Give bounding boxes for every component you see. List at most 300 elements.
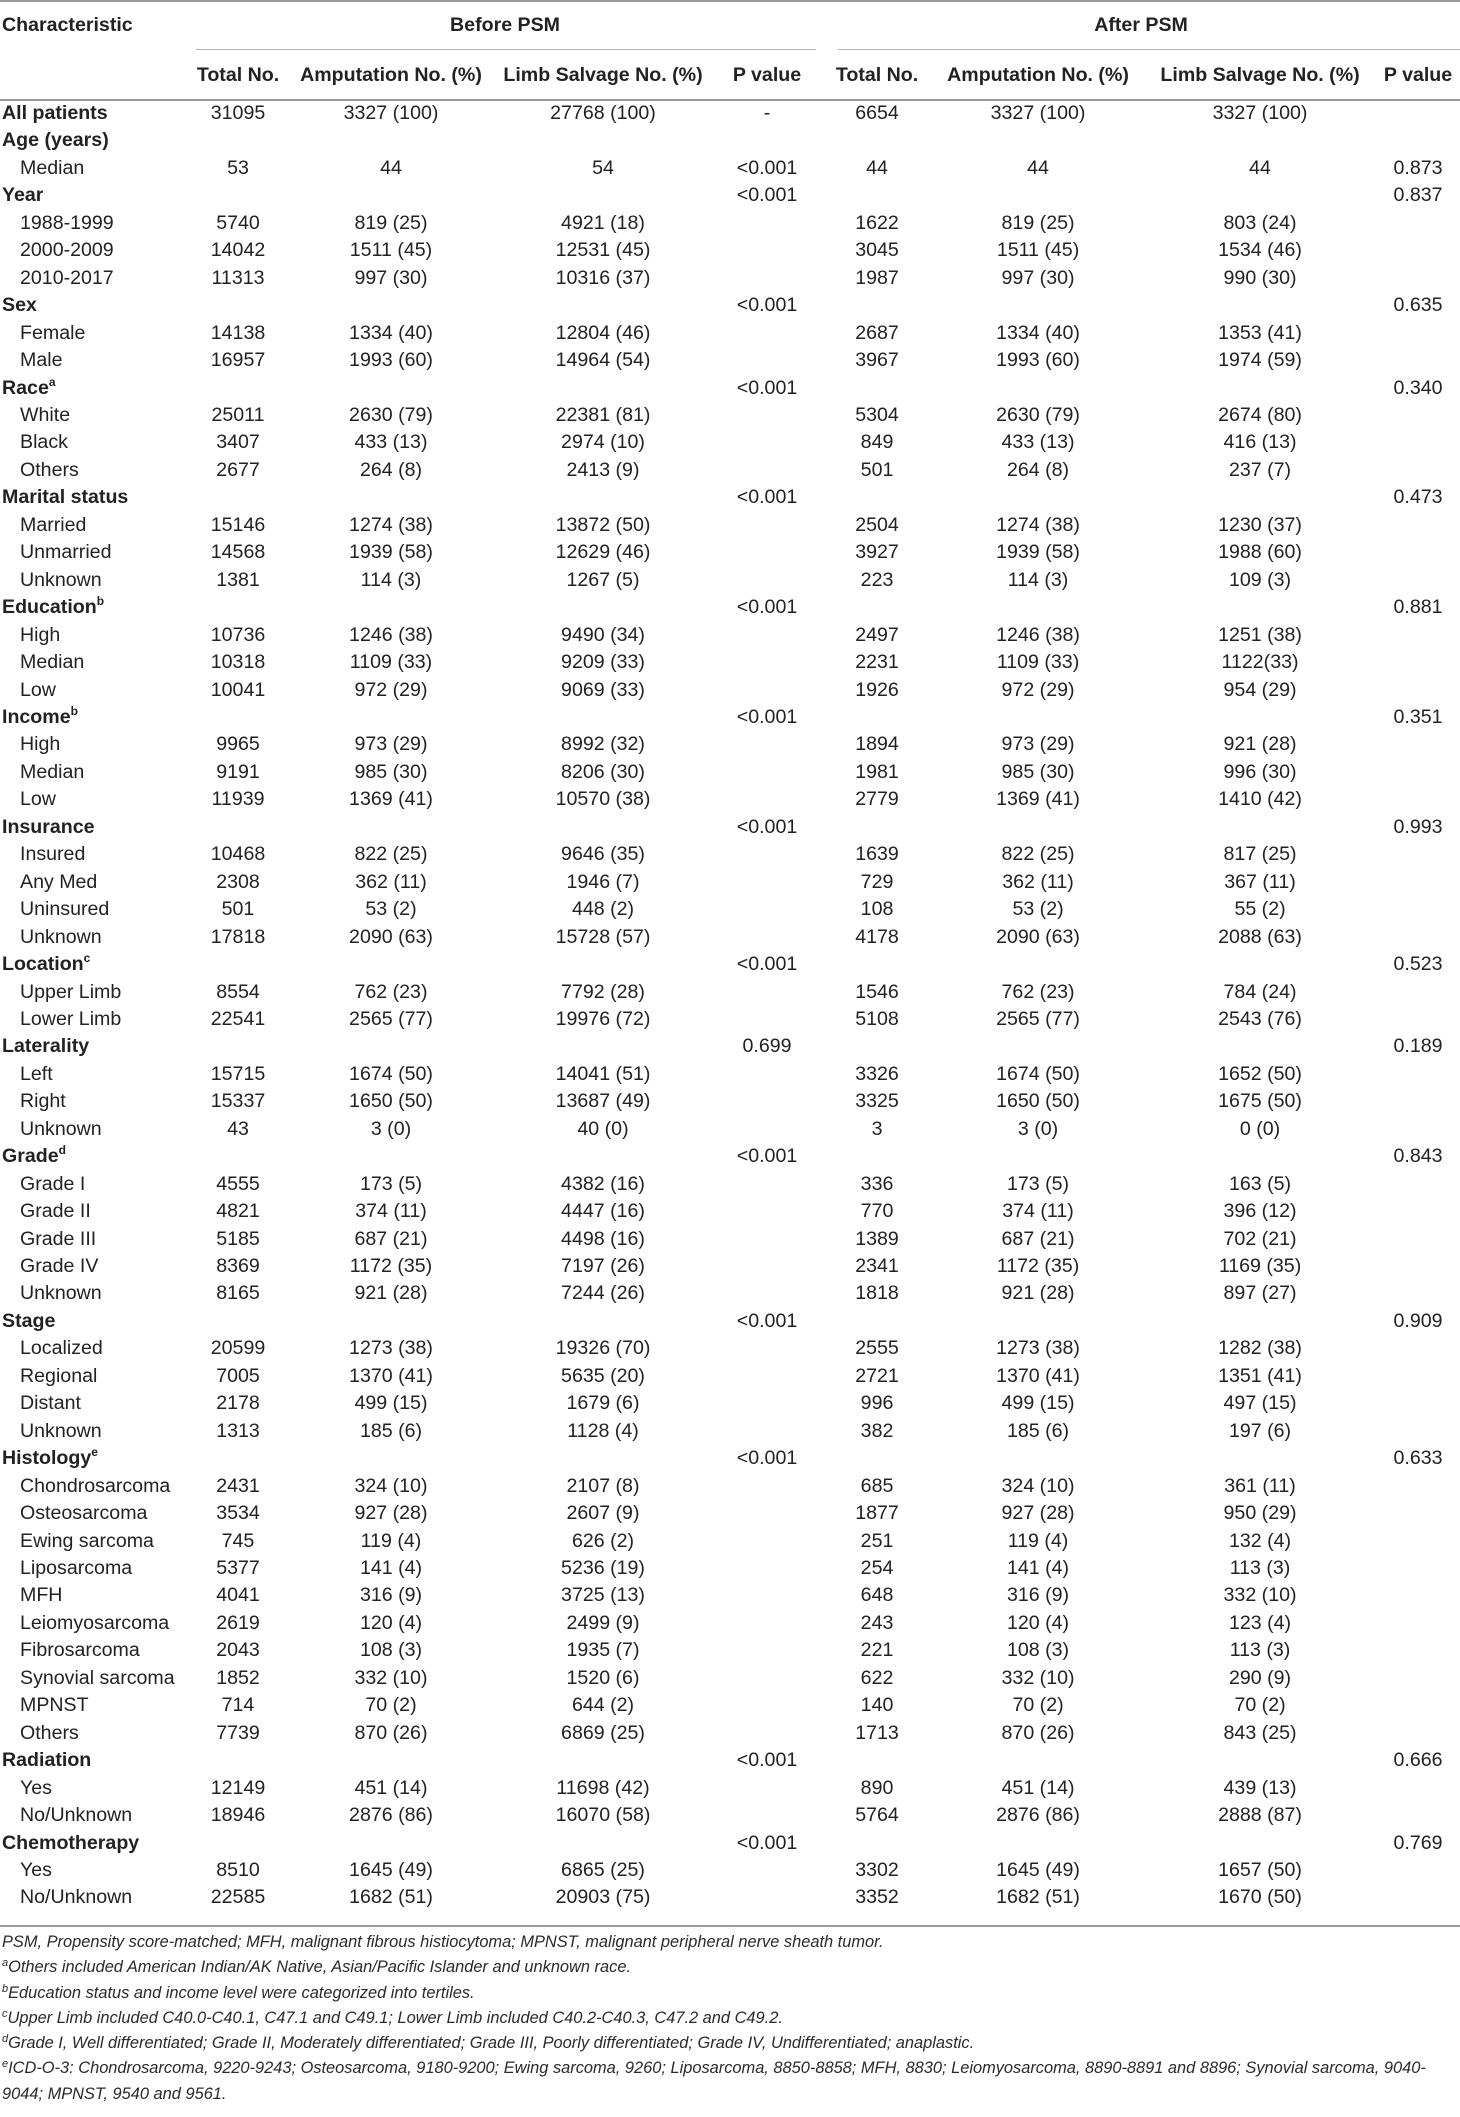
cell-amputation-after (932, 594, 1144, 621)
cell-p-value-before (712, 1637, 822, 1664)
cell-limb-salvage-before: 9490 (34) (561, 623, 645, 646)
cell-p-value-before (712, 1088, 822, 1115)
row-group-label: Radiation (2, 1749, 92, 1772)
cell-limb-salvage-after: 784 (24) (1223, 980, 1297, 1003)
cell-total-after: 1639 (855, 843, 899, 866)
table-row (0, 1802, 1460, 1829)
row-label: Regional (20, 1364, 98, 1387)
cell-p-value-after: 0.993 (1393, 815, 1443, 838)
cell-amputation-before: 1273 (38) (349, 1337, 433, 1360)
cell-total-after (822, 814, 932, 841)
cell-total-before: 745 (221, 1529, 255, 1552)
cell-amputation-after: 1274 (38) (996, 513, 1080, 536)
cell-amputation-before: 1334 (40) (349, 321, 433, 344)
cell-p-value-after (1376, 1692, 1460, 1719)
cell-p-value-before (712, 1363, 822, 1390)
cell-limb-salvage-before: 16070 (58) (555, 1804, 651, 1827)
col-header-p-after: P value (1383, 64, 1453, 86)
table-row (0, 677, 1460, 704)
cell-amputation-after: 973 (29) (1001, 733, 1075, 756)
cell-limb-salvage-before: 20903 (75) (555, 1886, 651, 1909)
cell-total-after (822, 1445, 932, 1472)
cell-p-value-after (1376, 1473, 1460, 1500)
cell-limb-salvage-before: 6865 (25) (561, 1859, 645, 1881)
cell-total-before (188, 594, 288, 621)
cell-amputation-before: 3 (0) (370, 1117, 412, 1140)
cell-p-value-before (712, 786, 822, 813)
cell-limb-salvage-after: 332 (10) (1223, 1584, 1297, 1607)
cell-total-after (822, 182, 932, 209)
row-label: Lower Limb (20, 1007, 122, 1030)
cell-amputation-before (288, 1308, 494, 1335)
cell-p-value-before: <0.001 (736, 953, 798, 976)
cell-p-value-after (1376, 759, 1460, 786)
cell-p-value-after (1376, 1884, 1460, 1911)
cell-total-before: 17818 (210, 925, 266, 948)
cell-p-value-after: 0.523 (1393, 953, 1443, 976)
cell-amputation-before: 332 (10) (354, 1666, 428, 1689)
cell-amputation-before: 324 (10) (354, 1474, 428, 1497)
cell-total-after (822, 375, 932, 402)
cell-amputation-after: 499 (15) (1001, 1392, 1075, 1415)
cell-amputation-before: 70 (2) (365, 1694, 417, 1717)
cell-amputation-after: 332 (10) (1001, 1666, 1075, 1689)
cell-p-value-after (1376, 265, 1460, 292)
row-group-label: Year (2, 184, 44, 207)
cell-p-value-before (712, 265, 822, 292)
cell-total-before (188, 1143, 288, 1170)
cell-total-after: 1546 (855, 980, 899, 1003)
table-row (0, 1061, 1460, 1088)
cell-total-after (822, 1143, 932, 1170)
cell-p-value-before: <0.001 (736, 486, 798, 509)
header-row-groups (0, 0, 1460, 50)
cell-limb-salvage-before: 2413 (9) (566, 458, 640, 481)
table-row (0, 704, 1460, 731)
cell-amputation-before: 972 (29) (354, 678, 428, 701)
cell-amputation-before: 119 (4) (360, 1529, 422, 1552)
cell-limb-salvage-after: 1652 (50) (1218, 1062, 1302, 1085)
cell-limb-salvage-before: 9646 (35) (561, 843, 645, 866)
row-label: Grade III (20, 1227, 97, 1250)
cell-limb-salvage-after (1144, 594, 1376, 621)
cell-limb-salvage-before: 1520 (6) (566, 1666, 640, 1689)
cell-amputation-after: 1334 (40) (996, 321, 1080, 344)
cell-total-after (822, 1830, 932, 1857)
cell-amputation-after: 2876 (86) (996, 1804, 1080, 1827)
table-row (0, 1857, 1460, 1884)
cell-total-before (188, 1308, 288, 1335)
cell-limb-salvage-after: 954 (29) (1223, 678, 1297, 701)
row-label: Grade IV (20, 1255, 99, 1278)
cell-total-before: 11939 (211, 788, 265, 811)
cell-p-value-after (1376, 429, 1460, 456)
cell-p-value-after (1376, 979, 1460, 1006)
cell-amputation-after: 173 (5) (1006, 1172, 1070, 1195)
cell-amputation-after: 997 (30) (1001, 266, 1075, 289)
footnote: $^b$Education status and income level were categorized into tertiles. (2, 1982, 475, 2002)
cell-p-value-after (1376, 1280, 1460, 1307)
cell-limb-salvage-after (1144, 951, 1376, 978)
cell-limb-salvage-after: 950 (29) (1223, 1502, 1297, 1525)
cell-total-after: 1877 (855, 1502, 899, 1525)
cell-total-before: 18946 (210, 1804, 266, 1827)
cell-total-after (822, 1033, 932, 1060)
row-label: Unknown (20, 925, 102, 948)
cell-total-before (188, 1033, 288, 1060)
cell-limb-salvage-before: 2499 (9) (566, 1611, 640, 1634)
cell-amputation-after: 1273 (38) (996, 1337, 1080, 1360)
cell-total-after: 501 (860, 458, 894, 481)
cell-limb-salvage-after: 497 (15) (1223, 1392, 1297, 1415)
cell-total-before: 14568 (210, 541, 266, 564)
cell-p-value-before: <0.001 (736, 1309, 798, 1332)
cell-p-value-after: 0.189 (1393, 1035, 1443, 1058)
cell-amputation-before: 108 (3) (359, 1639, 423, 1662)
cell-limb-salvage-before: 1128 (4) (567, 1419, 639, 1442)
cell-amputation-after: 374 (11) (1002, 1200, 1074, 1223)
cell-amputation-after: 687 (21) (1001, 1227, 1075, 1250)
table-row (0, 512, 1460, 539)
cell-limb-salvage-before: 9069 (33) (561, 678, 645, 701)
table-row (0, 1033, 1460, 1060)
cell-total-before: 5185 (216, 1227, 260, 1250)
footnote-marker: c (2, 2007, 8, 2020)
cell-total-after: 243 (860, 1611, 894, 1634)
cell-total-before: 2043 (216, 1639, 260, 1662)
cell-p-value-after (1376, 1006, 1460, 1033)
footnote-marker: d (2, 2033, 9, 2046)
cell-total-after: 251 (860, 1529, 894, 1552)
cell-amputation-before: 1370 (41) (349, 1364, 433, 1387)
table-row (0, 622, 1460, 649)
col-group-before-psm: Before PSM (450, 14, 560, 36)
cell-amputation-before (288, 1747, 494, 1774)
cell-limb-salvage-before: 14041 (51) (555, 1062, 651, 1085)
cell-p-value-after (1376, 1582, 1460, 1609)
cell-limb-salvage-before: 644 (2) (571, 1694, 635, 1717)
row-label: Synovial sarcoma (20, 1666, 175, 1689)
cell-p-value-before (712, 1280, 822, 1307)
footnote-marker: a (48, 374, 56, 389)
cell-total-after: 5764 (855, 1804, 899, 1827)
cell-p-value-before: <0.001 (736, 705, 798, 728)
cell-total-before: 7739 (216, 1721, 260, 1744)
cell-limb-salvage-before: 7792 (28) (561, 980, 645, 1003)
cell-amputation-after: 185 (6) (1006, 1419, 1070, 1442)
cell-limb-salvage-before: 6869 (25) (561, 1721, 645, 1744)
cell-p-value-after (1376, 512, 1460, 539)
cell-limb-salvage-after: 396 (12) (1223, 1200, 1297, 1223)
cell-total-after: 849 (860, 431, 894, 454)
footnote: $^c$Upper Limb included C40.0-C40.1, C47.1 and C49.1; Lower Limb included C40.2-C40.3, C47.2 and C49.2. (2, 2007, 783, 2027)
cell-limb-salvage-before: 40 (0) (577, 1117, 629, 1140)
cell-total-before: 3407 (216, 431, 260, 454)
row-group-label: All patients (2, 102, 108, 124)
cell-total-before (188, 375, 288, 402)
cell-limb-salvage-after: 290 (9) (1228, 1666, 1292, 1689)
cell-total-after: 890 (860, 1776, 894, 1799)
cell-p-value-after (1376, 237, 1460, 264)
cell-p-value-before (712, 457, 822, 484)
table-row (0, 594, 1460, 621)
cell-limb-salvage-before: 4447 (16) (561, 1200, 645, 1223)
cell-limb-salvage-before: 12629 (46) (555, 541, 651, 564)
cell-p-value-before: <0.001 (736, 184, 798, 207)
table-row (0, 429, 1460, 456)
cell-total-after: 3326 (855, 1062, 899, 1085)
cell-amputation-before: 985 (30) (354, 760, 428, 783)
cell-limb-salvage-before (494, 1747, 712, 1774)
table-row (0, 1253, 1460, 1280)
footnote-marker: b (96, 594, 105, 609)
cell-amputation-before (288, 375, 494, 402)
cell-p-value-after (1376, 1500, 1460, 1527)
cell-p-value-before (712, 649, 822, 676)
cell-limb-salvage-before: 2607 (9) (566, 1502, 640, 1525)
cell-p-value-before (712, 1775, 822, 1802)
cell-p-value-after (1376, 210, 1460, 237)
row-group-label: Grade$^d$ (2, 1143, 66, 1168)
cell-total-before: 15715 (210, 1062, 266, 1085)
cell-p-value-after: 0.837 (1393, 184, 1443, 207)
cell-total-before: 8165 (216, 1282, 260, 1305)
table-row (0, 979, 1460, 1006)
cell-amputation-after: 1939 (58) (996, 541, 1080, 564)
cell-amputation-before: 141 (4) (359, 1557, 423, 1580)
cell-total-after: 2341 (855, 1255, 899, 1278)
cell-limb-salvage-before: 11698 (42) (556, 1776, 650, 1799)
cell-limb-salvage-before: 7244 (26) (561, 1282, 645, 1305)
cell-total-after: 1389 (855, 1227, 899, 1250)
cell-limb-salvage-after (1144, 1143, 1376, 1170)
col-header-total-after: Total No. (835, 64, 919, 86)
cell-total-after: 336 (860, 1172, 894, 1195)
cell-limb-salvage-before: 1679 (6) (566, 1392, 640, 1415)
cell-limb-salvage-after: 817 (25) (1223, 843, 1297, 866)
cell-limb-salvage-before (494, 1445, 712, 1472)
row-label: Insured (20, 843, 86, 866)
cell-limb-salvage-before (494, 182, 712, 209)
cell-total-before (188, 814, 288, 841)
row-label: Any Med (20, 870, 98, 893)
cell-total-after: 3352 (855, 1886, 899, 1909)
cell-limb-salvage-after: 123 (4) (1228, 1611, 1292, 1634)
cell-total-after: 1622 (855, 211, 899, 234)
cell-limb-salvage-after: 1534 (46) (1218, 239, 1302, 262)
cell-total-after: 648 (860, 1584, 894, 1607)
cell-amputation-after: 108 (3) (1006, 1639, 1070, 1662)
row-label: Unknown (20, 1282, 102, 1305)
cell-p-value-before (712, 1528, 822, 1555)
cell-amputation-before (288, 1033, 494, 1060)
cell-amputation-after: 120 (4) (1006, 1611, 1070, 1634)
cell-limb-salvage-after: 996 (30) (1223, 760, 1297, 783)
cell-p-value-after (1376, 1253, 1460, 1280)
cell-total-before: 4821 (216, 1200, 260, 1223)
cell-total-before (188, 127, 288, 154)
cell-total-before (188, 182, 288, 209)
table-row (0, 182, 1460, 209)
cell-p-value-before (712, 567, 822, 594)
cell-limb-salvage-before (494, 1143, 712, 1170)
cell-p-value-after (1376, 786, 1460, 813)
cell-total-after: 44 (866, 156, 888, 179)
cell-p-value-before (712, 1198, 822, 1225)
row-group-label: Laterality (2, 1035, 90, 1058)
cell-limb-salvage-after: 44 (1249, 156, 1271, 179)
table-row (0, 265, 1460, 292)
cell-p-value-after (1376, 1665, 1460, 1692)
cell-limb-salvage-before (494, 375, 712, 402)
cell-amputation-before: 1650 (50) (349, 1090, 433, 1113)
cell-limb-salvage-before: 8992 (32) (561, 733, 645, 756)
cell-limb-salvage-before (494, 1308, 712, 1335)
cell-p-value-after (1376, 869, 1460, 896)
cell-amputation-before: 1172 (35) (349, 1255, 433, 1278)
footnote: $^a$Others included American Indian/AK Native, Asian/Pacific Islander and unknown race. (2, 1957, 631, 1977)
row-group-label: Education$^b$ (2, 594, 105, 619)
cell-amputation-before: 2565 (77) (349, 1007, 433, 1030)
cell-p-value-before (712, 1226, 822, 1253)
table-row (0, 759, 1460, 786)
row-label: White (20, 403, 71, 426)
cell-amputation-before: 1939 (58) (349, 541, 433, 564)
cell-limb-salvage-after: 70 (2) (1234, 1694, 1286, 1717)
cell-limb-salvage-after: 109 (3) (1228, 568, 1292, 591)
cell-p-value-after: 0.351 (1393, 705, 1443, 728)
table-row (0, 841, 1460, 868)
cell-total-after (822, 484, 932, 511)
table-row (0, 1775, 1460, 1802)
cell-amputation-before: 921 (28) (354, 1282, 428, 1305)
cell-amputation-before: 316 (9) (359, 1584, 423, 1607)
cell-p-value-after (1376, 1555, 1460, 1582)
footnote: PSM, Propensity score-matched; MFH, malignant fibrous histiocytoma; MPNST, malignant peripheral nerve sheath tumor. (2, 1933, 884, 1951)
table-row (0, 375, 1460, 402)
cell-p-value-before (712, 841, 822, 868)
row-group-label: Stage (2, 1309, 56, 1332)
cell-p-value-after (1376, 1857, 1460, 1884)
cell-p-value-before (712, 512, 822, 539)
before-psm-underline (196, 49, 816, 50)
cell-limb-salvage-after: 2543 (76) (1218, 1007, 1302, 1030)
cell-limb-salvage-after (1144, 1445, 1376, 1472)
cell-amputation-after: 1645 (49) (996, 1859, 1080, 1881)
cell-total-after: 1713 (855, 1721, 899, 1744)
cell-limb-salvage-before: 626 (2) (571, 1529, 635, 1552)
cell-limb-salvage-after: 1410 (42) (1218, 788, 1302, 811)
cell-total-after: 108 (860, 898, 894, 921)
cell-p-value-before (712, 1500, 822, 1527)
cell-amputation-after: 921 (28) (1001, 1282, 1075, 1305)
cell-amputation-before: 1682 (51) (349, 1886, 433, 1909)
cell-limb-salvage-before: 9209 (33) (561, 651, 645, 674)
cell-total-after: 1926 (855, 678, 899, 701)
cell-amputation-after: 362 (11) (1002, 870, 1074, 893)
table-row (0, 1280, 1460, 1307)
cell-limb-salvage-after: 1988 (60) (1218, 541, 1302, 564)
footnote: $^d$Grade I, Well differentiated; Grade II, Moderately differentiated; Grade III, Poorly differentiated; Grade IV, Undifferentiated; anaplastic. (2, 2033, 975, 2053)
cell-limb-salvage-after (1144, 1308, 1376, 1335)
cell-limb-salvage-before: 19326 (70) (555, 1337, 651, 1360)
row-label: 2010-2017 (20, 266, 114, 289)
cell-limb-salvage-after: 132 (4) (1228, 1529, 1292, 1552)
cell-p-value-before (712, 1720, 822, 1747)
table-row (0, 1445, 1460, 1472)
cell-total-before: 8554 (216, 980, 260, 1003)
row-label: Low (20, 788, 56, 811)
cell-limb-salvage-after: 113 (3) (1229, 1557, 1291, 1580)
cell-limb-salvage-before: 15728 (57) (555, 925, 651, 948)
cell-total-before: 9965 (216, 733, 260, 756)
table-row (0, 237, 1460, 264)
cell-limb-salvage-before: 1946 (7) (566, 870, 640, 893)
table-row (0, 1582, 1460, 1609)
cell-limb-salvage-after (1144, 704, 1376, 731)
cell-total-after: 3 (871, 1117, 883, 1140)
row-label: Unknown (20, 568, 102, 591)
cell-limb-salvage-before (494, 814, 712, 841)
table-row (0, 292, 1460, 319)
row-group-label: Income$^b$ (2, 703, 78, 728)
after-psm-underline (838, 49, 1460, 50)
cell-amputation-after: 927 (28) (1001, 1502, 1075, 1525)
row-label: Married (20, 513, 87, 536)
col-header-amputation-before: Amputation No. (%) (300, 64, 482, 86)
cell-limb-salvage-after: 197 (6) (1228, 1419, 1292, 1442)
row-label: Localized (20, 1337, 103, 1360)
row-label: 2000-2009 (20, 239, 114, 262)
row-label: Unmarried (20, 541, 112, 564)
cell-p-value-after: 0.666 (1393, 1749, 1443, 1772)
cell-amputation-after (932, 1445, 1144, 1472)
cell-total-before: 5377 (216, 1557, 260, 1580)
cell-p-value-before (712, 1555, 822, 1582)
cell-p-value-after (1376, 1363, 1460, 1390)
cell-total-after: 1981 (855, 760, 899, 783)
cell-amputation-before: 362 (11) (355, 870, 427, 893)
cell-limb-salvage-after: 237 (7) (1228, 458, 1292, 481)
cell-p-value-after (1376, 896, 1460, 923)
cell-total-before: 10468 (210, 843, 266, 866)
cell-amputation-after: 1246 (38) (996, 623, 1080, 646)
cell-limb-salvage-before: 7197 (26) (561, 1255, 645, 1278)
table-row (0, 1390, 1460, 1417)
cell-amputation-before (288, 704, 494, 731)
cell-amputation-before: 264 (8) (359, 458, 423, 481)
table-row (0, 210, 1460, 237)
cell-total-after: 770 (860, 1200, 894, 1223)
cell-limb-salvage-after (1144, 484, 1376, 511)
cell-total-before: 5740 (216, 211, 260, 234)
cell-total-before: 1381 (216, 568, 260, 591)
cell-p-value-before (712, 1802, 822, 1829)
cell-total-before: 16957 (210, 349, 266, 372)
footnote-marker: d (58, 1143, 66, 1158)
cell-amputation-before: 1645 (49) (349, 1859, 433, 1881)
cell-p-value-after (1376, 731, 1460, 758)
cell-limb-salvage-after: 897 (27) (1223, 1282, 1297, 1305)
cell-amputation-after (932, 1308, 1144, 1335)
table-row (0, 1610, 1460, 1637)
cell-amputation-after (932, 1033, 1144, 1060)
cell-total-before: 25011 (211, 403, 265, 426)
cell-p-value-before: 0.699 (742, 1035, 792, 1058)
cell-amputation-before: 173 (5) (359, 1172, 423, 1195)
cell-total-after: 2504 (855, 513, 899, 536)
cell-p-value-before (712, 539, 822, 566)
